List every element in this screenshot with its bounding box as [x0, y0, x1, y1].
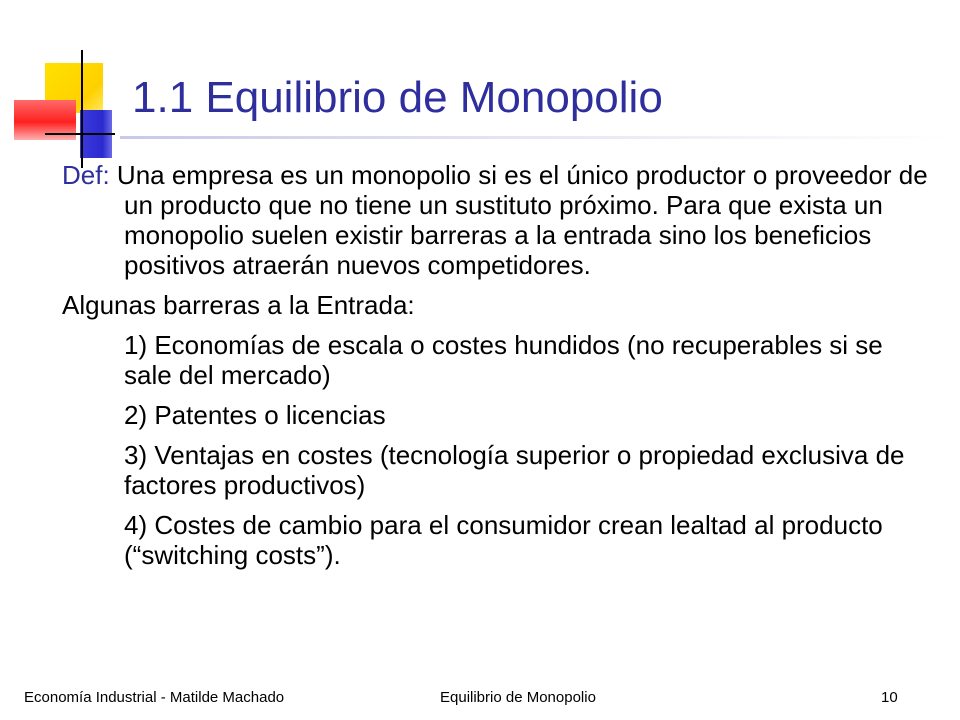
- logo-vertical-line: [81, 50, 83, 168]
- slide-body: [62, 160, 932, 570]
- definition-label: Def:: [62, 160, 110, 190]
- barrier-item-3: 3) Ventajas en costes (tecnología superior o propiedad exclusiva de factores productivos): [124, 440, 905, 500]
- footer-author: Economía Industrial - Matilde Machado: [24, 689, 285, 706]
- barriers-heading: Algunas barreras a la Entrada:: [62, 290, 415, 320]
- logo-horizontal-line: [45, 133, 115, 135]
- title-underline: [120, 136, 950, 139]
- footer-topic: Equilibrio de Monopolio: [440, 689, 596, 706]
- barrier-item-2: 2) Patentes o licencias: [124, 400, 386, 430]
- definition-text: Una empresa es un monopolio si es el único productor o proveedor de un producto que no tiene un sustituto próximo. Para que exista un monopolio suelen existir barreras a la entrada sino los beneficios positivos atraerán nuevos competidores.: [109, 160, 928, 280]
- slide-title: 1.1 Equilibrio de Monopolio: [132, 73, 663, 122]
- barrier-item-1: 1) Economías de escala o costes hundidos (no recuperables si se sale del mercado): [124, 330, 883, 390]
- page-number: 10: [881, 689, 898, 706]
- definition-paragraph: [62, 160, 932, 280]
- barrier-item-4: 4) Costes de cambio para el consumidor crean lealtad al producto (“switching costs”).: [124, 510, 883, 570]
